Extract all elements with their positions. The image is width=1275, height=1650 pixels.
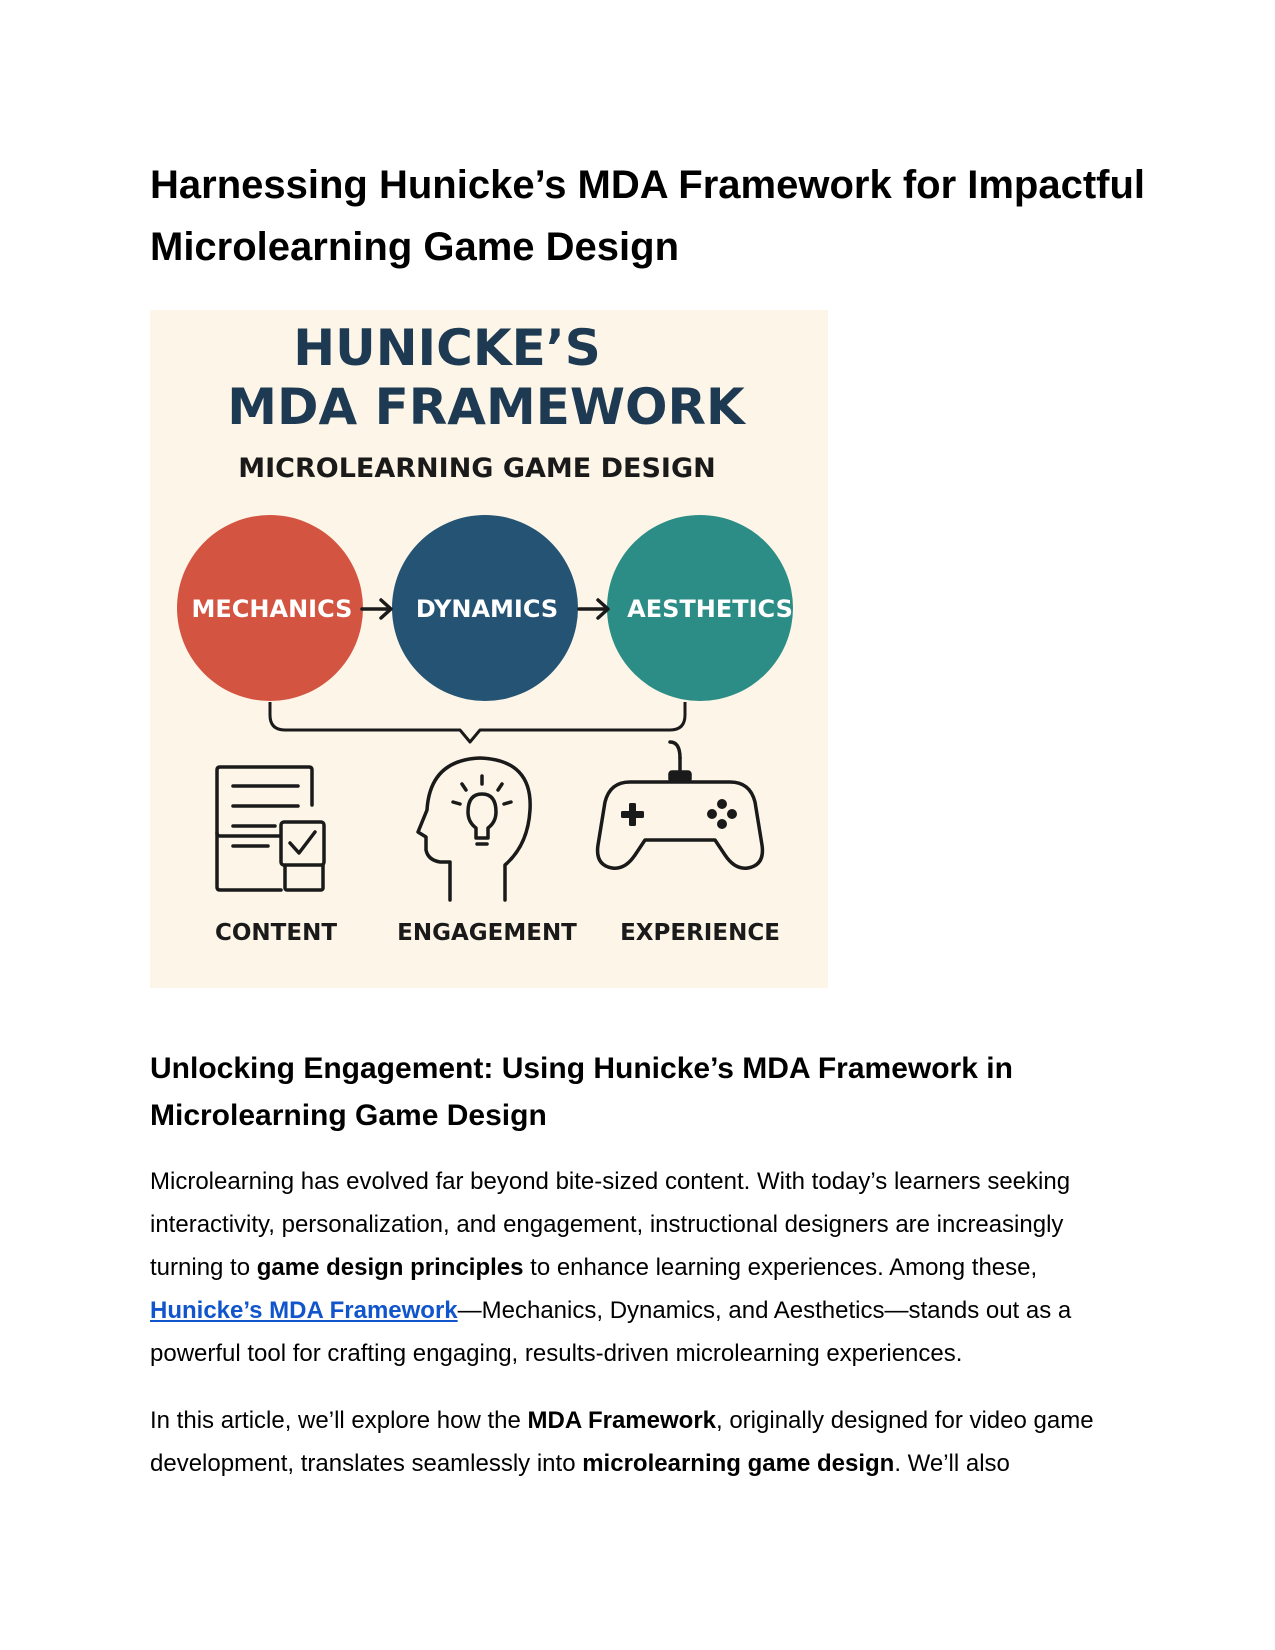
paragraph-text: Microlearning has evolved far beyond bite-sized content. With today’s learners seeking interactivity, personalization, and engagement, instructional designers are increasingly turning to	[150, 1168, 1071, 1281]
paragraph-text: , originally designed for video game development, translates seamlessly into	[150, 1407, 1094, 1477]
bold-text: MDA Framework	[527, 1407, 716, 1434]
section-heading: Unlocking Engagement: Using Hunicke’s MDA Framework in Microlearning Game Design	[150, 1052, 1013, 1132]
infographic-heading-line2: MDA FRAMEWORK	[227, 378, 745, 436]
content-label: CONTENT	[214, 920, 338, 946]
intro-paragraph	[150, 1160, 1135, 1375]
paragraph-text: to enhance learning experiences. Among these,	[523, 1254, 1038, 1281]
mda-framework-infographic	[150, 310, 828, 988]
paragraph-text: —Mechanics, Dynamics, and Aesthetics—stands out as a powerful tool for crafting engaging, results-driven microlearning experiences.	[150, 1297, 1072, 1367]
infographic-heading-line1: HUNICKE’S	[293, 319, 601, 377]
aesthetics-label: AESTHETICS	[627, 595, 793, 623]
infographic-subheading: MICROLEARNING GAME DESIGN	[238, 453, 716, 484]
paragraph-text: . We’ll also	[894, 1450, 1010, 1477]
bold-text: game design principles	[256, 1254, 524, 1281]
mda-framework-link[interactable]: Hunicke’s MDA Framework	[150, 1297, 458, 1324]
article-overview-paragraph	[150, 1399, 1135, 1485]
experience-label: EXPERIENCE	[620, 920, 780, 946]
dynamics-label: DYNAMICS	[415, 595, 559, 623]
mechanics-label: MECHANICS	[191, 595, 353, 623]
engagement-label: ENGAGEMENT	[397, 920, 577, 946]
paragraph-text: In this article, we’ll explore how the	[150, 1407, 528, 1434]
page-title: Harnessing Hunicke’s MDA Framework for Impactful Microlearning Game Design	[150, 163, 1146, 269]
bold-text: microlearning game design	[582, 1450, 895, 1477]
